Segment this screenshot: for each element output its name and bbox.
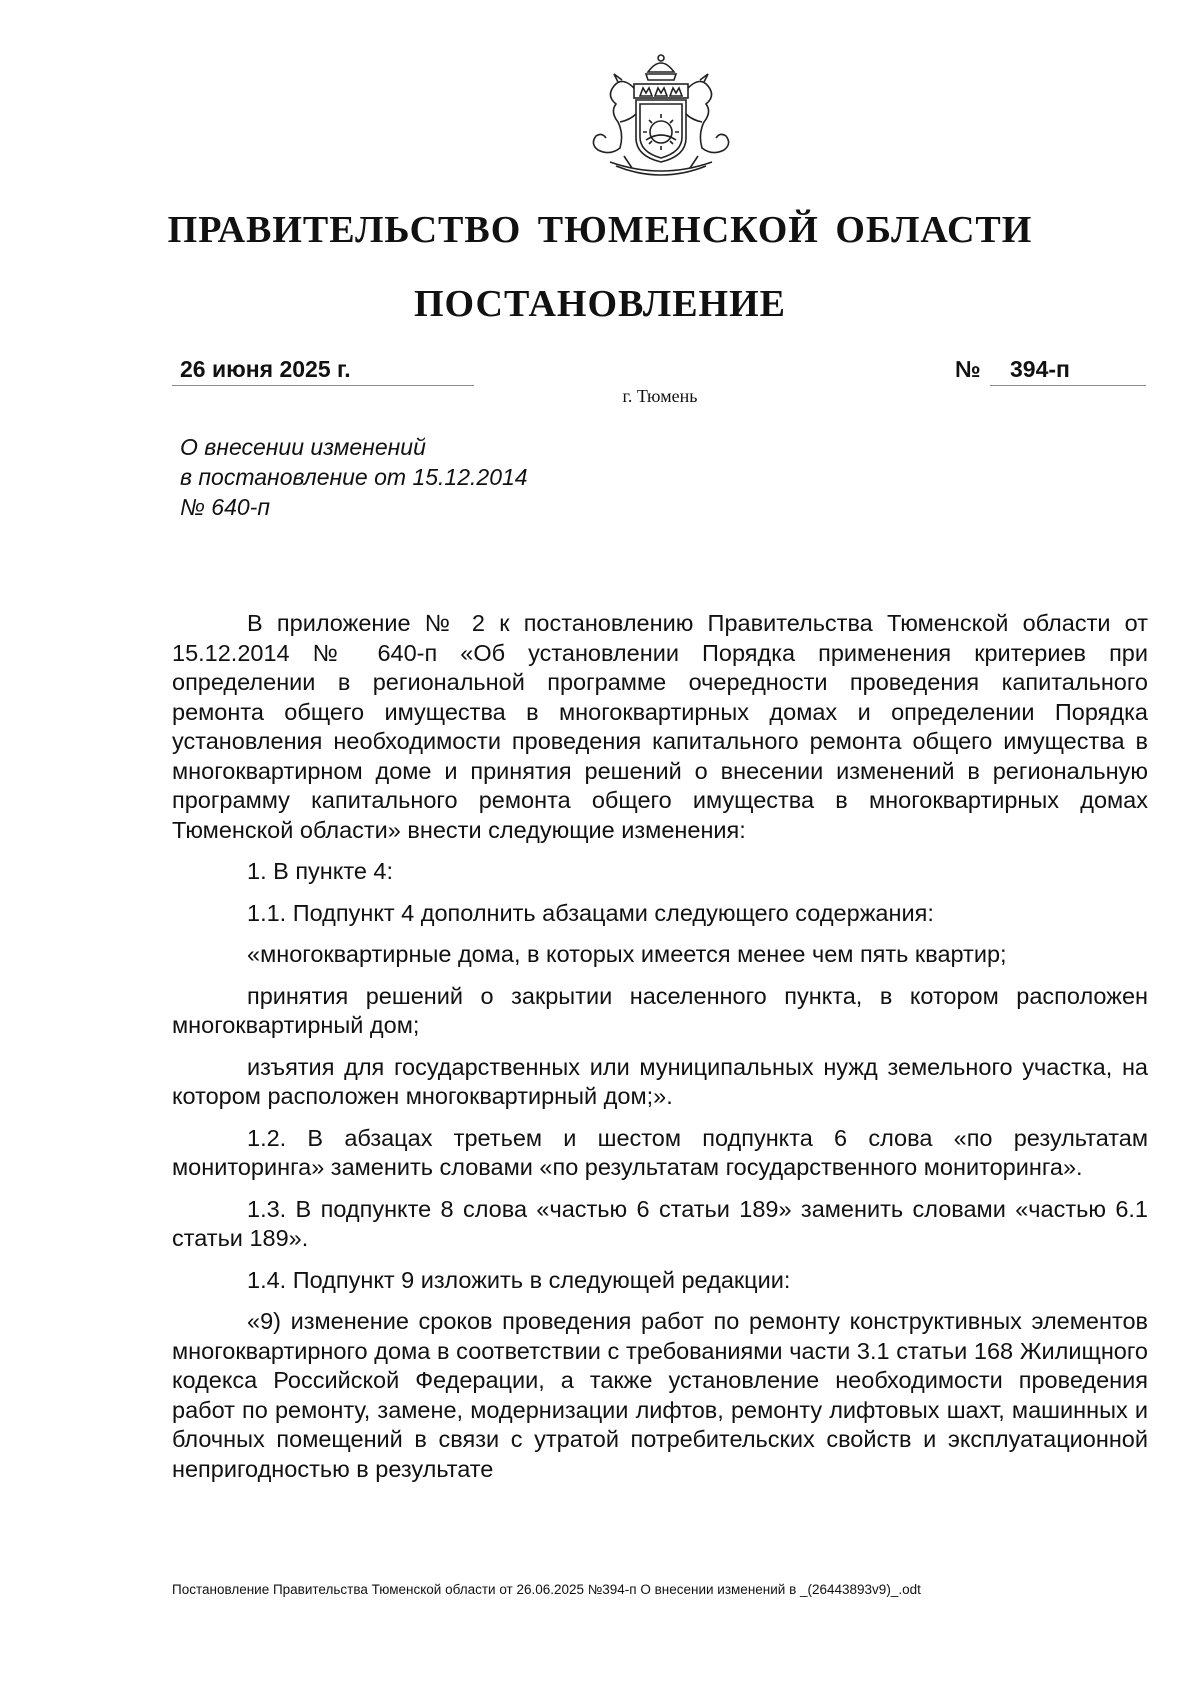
body-paragraph-1-2: 1.2. В абзацах третьем и шестом подпункта 6 слова «по результатам мониторинга» заменить словами «по результатам государственного мониторинга». <box>172 1124 1148 1180</box>
page-footer: Постановление Правительства Тюменской области от 26.06.2025 №394-п О внесении изменений в _(26443893v9)_.odt <box>172 1582 921 1597</box>
tyumen-coat-of-arms-icon <box>580 52 742 182</box>
body-quote-2: принятия решений о закрытии населенного пункта, в котором расположен многоквартирный дом; <box>172 982 1148 1038</box>
subject-line: О внесении изменений <box>180 434 426 460</box>
body-paragraph-1: 1. В пункте 4: <box>247 858 394 884</box>
body-paragraph-intro: В приложение № 2 к постановлению Правительства Тюменской области от 15.12.2014 № 640-п «Об установлении Порядка применения критериев при определении в региональной программе очередности проведения капитального ремонта общего имущества в многоквартирных домах и определении Порядка установления необходимости проведения капитального ремонта общего имущества в многоквартирном доме и принятия решений о внесении изменений в региональную программу капитального ремонта общего имущества в многоквартирных домах Тюменской области» внести следующие изменения: <box>172 610 1148 843</box>
body-paragraph-1-1: 1.1. Подпункт 4 дополнить абзацами следующего содержания: <box>247 899 934 926</box>
document-number-label: № <box>955 356 981 382</box>
body-quote-4: «9) изменение сроков проведения работ по ремонту конструктивных элементов многоквартирного дома в соответствии с требованиями части 3.1 статьи 168 Жилищного кодекса Российской Федерации, а также установление необходимости проведения работ по ремонту, замене, модернизации лифтов, ремонту лифтовых шахт, машинных и блочных помещений в связи с утратой потребительских свойств и эксплуатационной непригодностью в результате <box>172 1308 1148 1482</box>
government-title: ПРАВИТЕЛЬСТВО ТЮМЕНСКОЙ ОБЛАСТИ <box>167 209 1033 251</box>
body-paragraph-1-3: 1.3. В подпункте 8 слова «частью 6 статьи 189» заменить словами «частью 6.1 статьи 189». <box>172 1195 1148 1251</box>
subject-line: № 640-п <box>180 494 270 520</box>
body-paragraph-1-4: 1.4. Подпункт 9 изложить в следующей редакции: <box>247 1266 791 1293</box>
document-date: 26 июня 2025 г. <box>172 356 474 386</box>
body-quote-3: изъятия для государственных или муниципальных нужд земельного участка, на котором расположен многоквартирный дом;». <box>172 1053 1148 1109</box>
subject-line: в постановление от 15.12.2014 <box>180 464 528 490</box>
body-quote-1: «многоквартирные дома, в которых имеется менее чем пять квартир; <box>247 941 1007 967</box>
document-body <box>172 609 1148 1484</box>
document-type-title: ПОСТАНОВЛЕНИЕ <box>413 283 787 325</box>
document-city: г. Тюмень <box>622 386 698 406</box>
document-number: 394-п <box>990 356 1146 386</box>
document-subject <box>180 432 528 522</box>
